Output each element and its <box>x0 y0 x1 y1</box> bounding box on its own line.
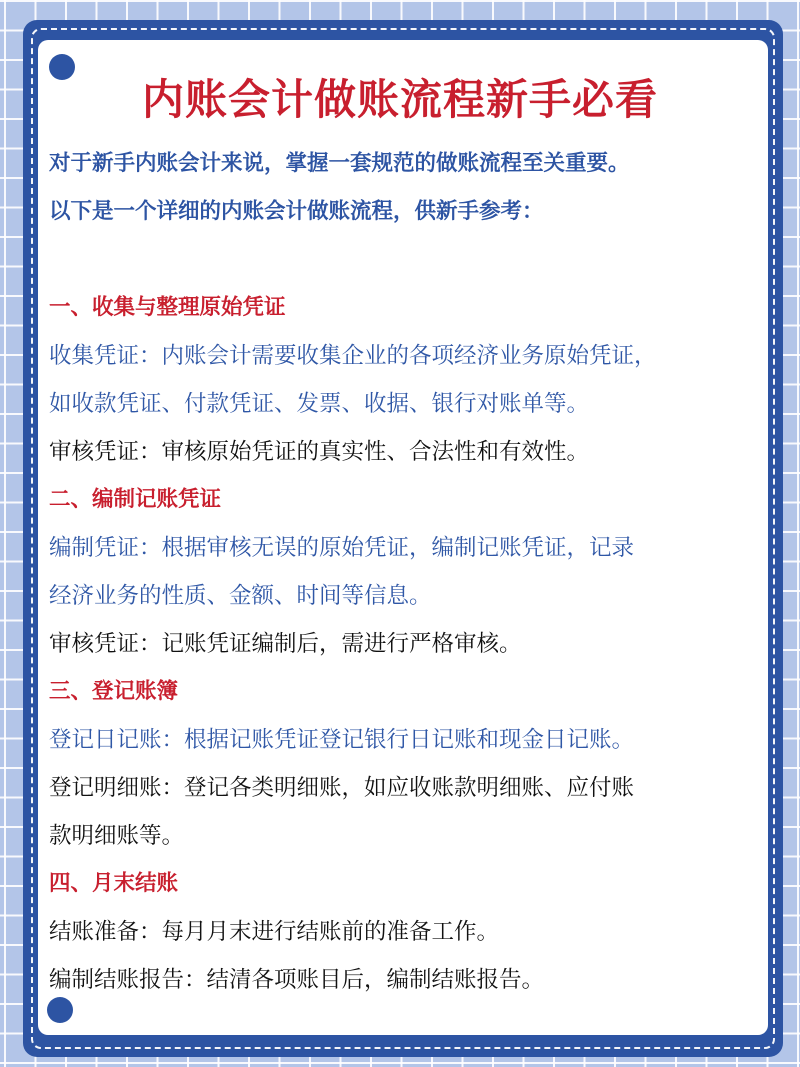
spacer <box>49 240 769 288</box>
page-title: 内账会计做账流程新手必看 <box>141 75 658 124</box>
section-heading: 三、登记账簿 <box>49 679 179 704</box>
body-line: 审核凭证：记账凭证编制后，需进行严格审核。 <box>49 631 522 657</box>
body-line: 收集凭证：内账会计需要收集企业的各项经济业务原始凭证， <box>49 343 657 369</box>
body-line: 编制凭证：根据审核无误的原始凭证，编制记账凭证，记录 <box>49 535 635 561</box>
body-line: 款明细账等。 <box>49 823 185 849</box>
section-month-end-closing <box>49 864 769 1008</box>
intro-line: 对于新手内账会计来说，掌握一套规范的做账流程至关重要。 <box>49 151 630 176</box>
section-prepare-vouchers <box>49 480 769 672</box>
section-heading: 二、编制记账凭证 <box>49 487 222 512</box>
body-line: 编制结账报告：结清各项账目后，编制结账报告。 <box>49 967 545 993</box>
section-heading: 一、收集与整理原始凭证 <box>49 295 286 320</box>
section-heading: 四、月末结账 <box>49 871 179 896</box>
body-line: 登记日记账：根据记账凭证登记银行日记账和现金日记账。 <box>49 727 635 753</box>
body-line: 如收款凭证、付款凭证、发票、收据、银行对账单等。 <box>49 391 590 417</box>
article-body <box>49 144 769 1008</box>
body-line: 结账准备：每月月末进行结账前的准备工作。 <box>49 919 500 945</box>
section-register-ledgers <box>49 672 769 864</box>
body-line: 审核凭证：审核原始凭证的真实性、合法性和有效性。 <box>49 439 590 465</box>
body-line: 经济业务的性质、金额、时间等信息。 <box>49 583 432 609</box>
intro-line: 以下是一个详细的内账会计做账流程，供新手参考： <box>49 199 544 224</box>
section-collect-vouchers <box>49 288 769 480</box>
body-line: 登记明细账：登记各类明细账，如应收账款明细账、应付账 <box>49 775 635 801</box>
